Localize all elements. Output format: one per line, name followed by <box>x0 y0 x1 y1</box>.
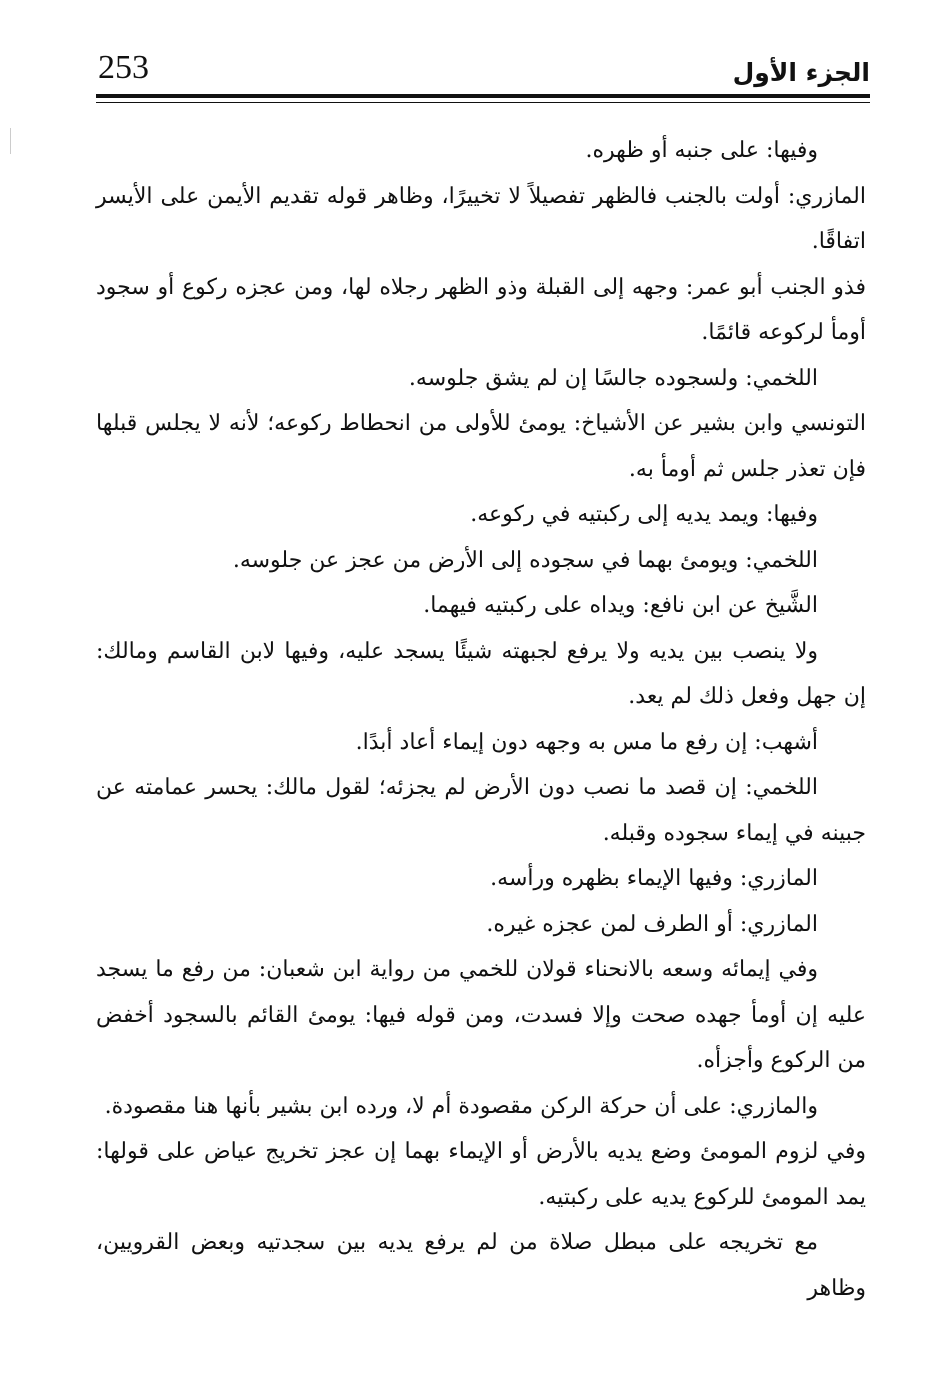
paragraph: المازري: أو الطرف لمن عجزه غيره. <box>486 911 818 937</box>
paragraph: المازري: أولت بالجنب فالظهر تفصيلاً لا تخييرًا، وظاهر قوله تقديم الأيمن على الأيسر اتفاقًا. <box>96 183 866 254</box>
paragraph: اللخمي: إن قصد ما نصب دون الأرض لم يجزئه؛ لقول مالك: يحسر عمامته عن جبينه في إيماء سجوده وقبله. <box>96 775 866 846</box>
paragraph: وفي إيمائه وسعه بالانحناء قولان للخمي من رواية ابن شعبان: من رفع ما يسجد عليه إن أومأ جهده صحت وإلا فسدت، ومن قوله فيها: يومئ القائم بالسجود أخفض من الركوع وأجزأه. <box>96 957 866 1073</box>
paragraph: التونسي وابن بشير عن الأشياخ: يومئ للأولى من انحطاط ركوعه؛ لأنه لا يجلس قبلها فإن تعذر جلس ثم أومأ به. <box>96 411 866 482</box>
paragraph: وفيها: على جنبه أو ظهره. <box>585 138 818 163</box>
paragraph: والمازري: على أن حركة الركن مقصودة أم لا، ورده ابن بشير بأنها هنا مقصودة. <box>104 1093 818 1119</box>
paragraph: وفيها: ويمد يديه إلى ركبتيه في ركوعه. <box>470 502 818 527</box>
paragraph: ولا ينصب بين يديه ولا يرفع لجبهته شيئًا يسجد عليه، وفيها لابن القاسم ومالك: إن جهل وفعل ذلك لم يعد. <box>96 638 866 709</box>
scan-artifact <box>10 128 11 154</box>
paragraph: فذو الجنب أبو عمر: وجهه إلى القبلة وذو الظهر رجلاه لها، ومن عجزه ركوع أو سجود أومأ لركوعه قائمًا. <box>96 274 866 345</box>
paragraph: أشهب: إن رفع ما مس به وجهه دون إيماء أعاد أبدًا. <box>355 729 818 755</box>
header-rule-thick <box>96 94 870 98</box>
paragraph: المازري: وفيها الإيماء بظهره ورأسه. <box>490 866 818 891</box>
header-rule-thin <box>96 102 870 103</box>
paragraph: اللخمي: ويومئ بهما في سجوده إلى الأرض من عجز عن جلوسه. <box>232 547 818 573</box>
paragraph: اللخمي: ولسجوده جالسًا إن لم يشق جلوسه. <box>408 365 818 391</box>
running-title: الجزء الأول <box>732 58 870 87</box>
paragraph: مع تخريجه على مبطل صلاة من لم يرفع يديه بين سجدتيه وبعض القرويين، وظاهر <box>96 1230 866 1301</box>
page-number: 253 <box>98 49 149 86</box>
body-text <box>96 128 866 1311</box>
paragraph: الشَّيخ عن ابن نافع: ويداه على ركبتيه فيهما. <box>423 593 818 618</box>
paragraph: وفي لزوم المومئ وضع يديه بالأرض أو الإيماء بهما إن عجز تخريج عياض على قولها: يمد المومئ للركوع يديه على ركبتيه. <box>96 1139 866 1210</box>
